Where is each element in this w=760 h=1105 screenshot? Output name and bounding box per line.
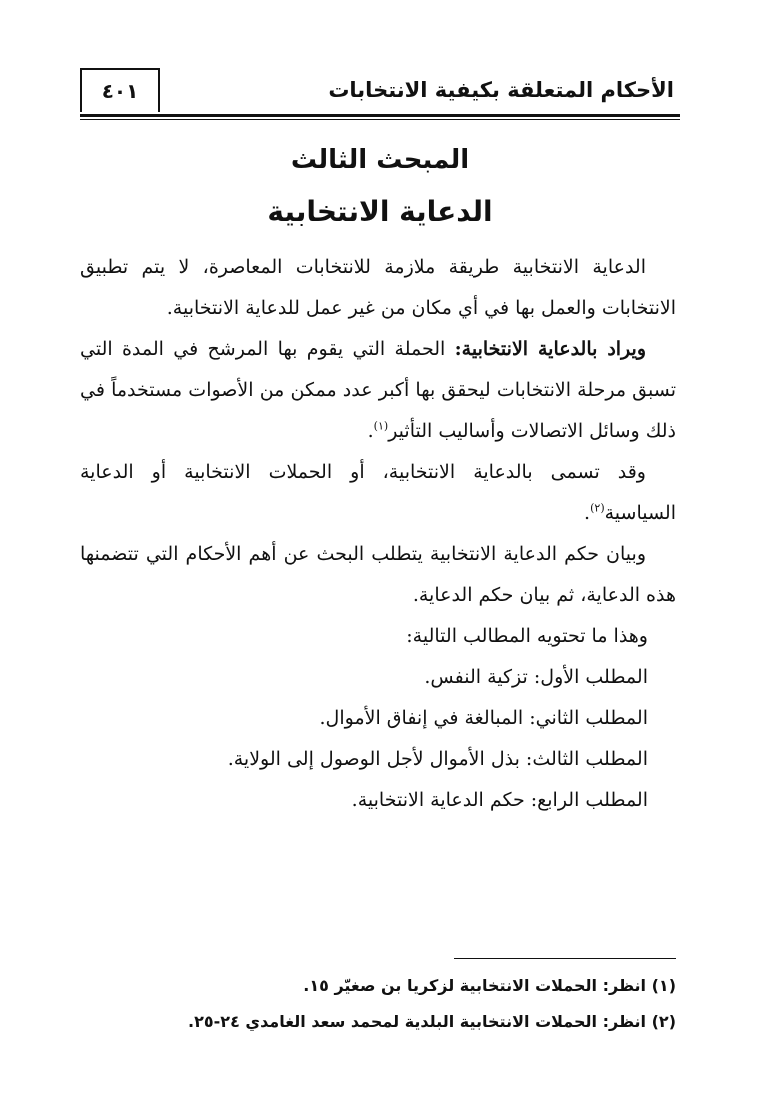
paragraph-definition bbox=[80, 329, 676, 452]
definition-text: الحملة التي يقوم بها المرشح في المدة التي تسبق مرحلة الانتخابات ليحقق بها أكبر عدد ممكن من الأصوات مستخدماً في ذلك وسائل الاتصالات وأساليب التأثير bbox=[80, 338, 676, 442]
list-item: المطلب الرابع: حكم الدعاية الانتخابية. bbox=[351, 789, 648, 811]
footnote-separator bbox=[454, 958, 676, 959]
footnotes bbox=[80, 968, 676, 1040]
definition-lead: ويراد بالدعاية الانتخابية: bbox=[454, 338, 647, 360]
definition-end: . bbox=[367, 420, 374, 442]
footnote-1: (١) انظر: الحملات الانتخابية لزكريا بن صغيّر ١٥. bbox=[303, 976, 676, 995]
header-rule-thin bbox=[80, 119, 680, 120]
list-item: المطلب الثاني: المبالغة في إنفاق الأموال. bbox=[319, 707, 648, 729]
paragraph-intro: الدعاية الانتخابية طريقة ملازمة للانتخابات المعاصرة، لا يتم تطبيق الانتخابات والعمل بها في أي مكان من غير عمل للدعاية الانتخابية. bbox=[80, 256, 676, 319]
list-item: المطلب الأول: تزكية النفس. bbox=[424, 666, 648, 688]
paragraph-ruling: وبيان حكم الدعاية الانتخابية يتطلب البحث عن أهم الأحكام التي تتضمنها هذه الدعاية، ثم بيان حكم الدعاية. bbox=[80, 543, 676, 606]
footnote-2: (٢) انظر: الحملات الانتخابية البلدية لمحمد سعد الغامدي ٢٤-٢٥. bbox=[188, 1012, 676, 1031]
paragraph-names bbox=[80, 452, 676, 534]
header-rule-thick bbox=[80, 114, 680, 117]
list-item: المطلب الثالث: بذل الأموال لأجل الوصول إلى الولاية. bbox=[227, 748, 648, 770]
footnote-ref-2[interactable]: (٢) bbox=[590, 501, 605, 515]
names-end: . bbox=[584, 502, 591, 524]
page-number-box: ٤٠١ bbox=[80, 68, 160, 112]
paragraph-list-intro: وهذا ما تحتويه المطالب التالية: bbox=[406, 625, 648, 647]
body-text bbox=[80, 247, 676, 821]
names-text: وقد تسمى بالدعاية الانتخابية، أو الحملات الانتخابية أو الدعاية السياسية bbox=[80, 461, 676, 524]
running-header-title: الأحكام المتعلقة بكيفية الانتخابات bbox=[328, 78, 674, 102]
chapter-title: المبحث الثالث bbox=[290, 145, 470, 175]
footnote-ref-1[interactable]: (١) bbox=[373, 419, 389, 433]
section-title: الدعاية الانتخابية bbox=[267, 195, 493, 228]
